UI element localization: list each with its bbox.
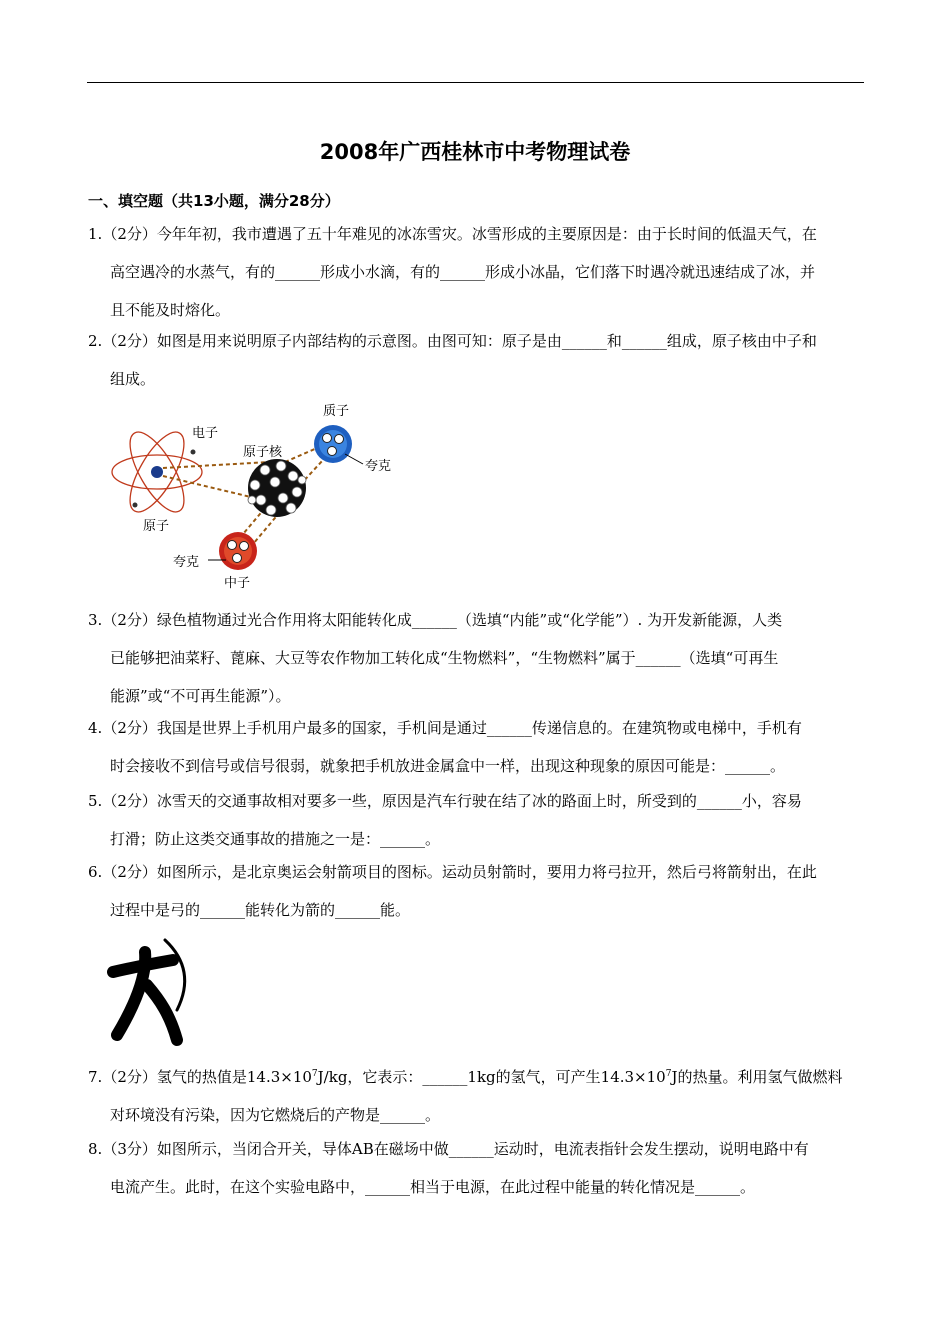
exponent: 7	[311, 1069, 318, 1079]
question-number: 1.	[88, 225, 103, 243]
neutron-diagram	[208, 532, 257, 570]
question-text: 电流产生。此时，在这个实验电路中，______相当于电源，在此过程中能量的转化情况是______。	[110, 1178, 756, 1196]
question-number: 4.	[88, 719, 103, 737]
question-5	[88, 782, 866, 858]
question-number: 8.	[88, 1140, 103, 1158]
question-text: 打滑；防止这类交通事故的措施之一是：______。	[110, 830, 441, 848]
question-text: J/kg，它表示：______1kg的氢气，可产生14.3×10	[317, 1068, 666, 1086]
atom-diagram	[112, 425, 202, 520]
section-heading: 一、填空题（共13小题，满分28分）	[88, 192, 340, 210]
question-number: 3.	[88, 611, 103, 629]
page-title: 2008年广西桂林市中考物理试卷	[319, 140, 631, 164]
question-2	[88, 322, 866, 398]
question-text: （2分）如图所示，是北京奥运会射箭项目的图标。运动员射箭时，要用力将弓拉开，然后弓将箭射出，在此	[102, 863, 817, 881]
question-number: 6.	[88, 863, 103, 881]
question-text: 且不能及时熔化。	[110, 301, 231, 319]
exponent: 7	[665, 1069, 672, 1079]
question-1	[88, 215, 866, 329]
question-text: 过程中是弓的______能转化为箭的______能。	[110, 901, 411, 919]
question-8	[88, 1130, 866, 1206]
question-text: 高空遇冷的水蒸气，有的______形成小水滴，有的______形成小冰晶，它们落下时遇冷就迅速结成了冰，并	[110, 263, 816, 281]
question-text: （2分）我国是世界上手机用户最多的国家，手机间是通过______传递信息的。在建筑物或电梯中，手机有	[102, 719, 802, 737]
question-text: （2分）冰雪天的交通事故相对要多一些，原因是汽车行驶在结了冰的路面上时，所受到的______小，容易	[102, 792, 802, 810]
question-text: J的热量。利用氢气做燃料	[671, 1068, 843, 1086]
label-quark-bottom: 夸克	[173, 555, 200, 570]
question-text: 时会接收不到信号或信号很弱，就象把手机放进金属盒中一样，出现这种现象的原因可能是：______。	[110, 757, 786, 775]
question-text: 对环境没有污染，因为它燃烧后的产物是______。	[110, 1106, 441, 1124]
header-rule	[87, 82, 864, 83]
question-text: （3分）如图所示，当闭合开关，导体AB在磁场中做______运动时，电流表指针会发生摆动，说明电路中有	[102, 1140, 809, 1158]
question-text: 能源”或“不可再生能源”）。	[110, 687, 291, 705]
question-3	[88, 601, 866, 715]
question-text: 组成。	[110, 370, 156, 388]
question-4	[88, 709, 866, 785]
question-number: 5.	[88, 792, 103, 810]
electron-dot	[133, 503, 138, 508]
label-nucleus: 原子核	[243, 445, 283, 460]
label-proton: 质子	[323, 404, 350, 419]
atom-structure-figure	[105, 400, 405, 595]
question-6	[88, 853, 866, 929]
question-text: （2分）氢气的热值是14.3×10	[102, 1068, 312, 1086]
label-atom: 原子	[143, 519, 170, 534]
question-text: 已能够把油菜籽、蓖麻、大豆等农作物加工转化成“生物燃料”，“生物燃料”属于______（选填“可再生	[110, 649, 779, 667]
proton-diagram	[314, 425, 363, 464]
question-text: （2分）如图是用来说明原子内部结构的示意图。由图可知：原子是由______和______组成，原子核由中子和	[102, 332, 817, 350]
nucleus-diagram	[248, 459, 306, 517]
electron-dot	[191, 450, 196, 455]
question-number: 7.	[88, 1068, 103, 1086]
archery-pictogram	[105, 930, 200, 1050]
label-electron: 电子	[192, 426, 219, 441]
question-text: （2分）绿色植物通过光合作用将太阳能转化成______（选填“内能”或“化学能”）. 为开发新能源，人类	[102, 611, 783, 629]
atom-nucleus-dot	[151, 466, 163, 478]
label-neutron: 中子	[224, 576, 251, 591]
label-quark-top: 夸克	[365, 459, 392, 474]
question-text: （2分）今年年初，我市遭遇了五十年难见的冰冻雪灾。冰雪形成的主要原因是：由于长时间的低温天气，在	[102, 225, 817, 243]
question-number: 2.	[88, 332, 103, 350]
question-7	[88, 1058, 866, 1134]
